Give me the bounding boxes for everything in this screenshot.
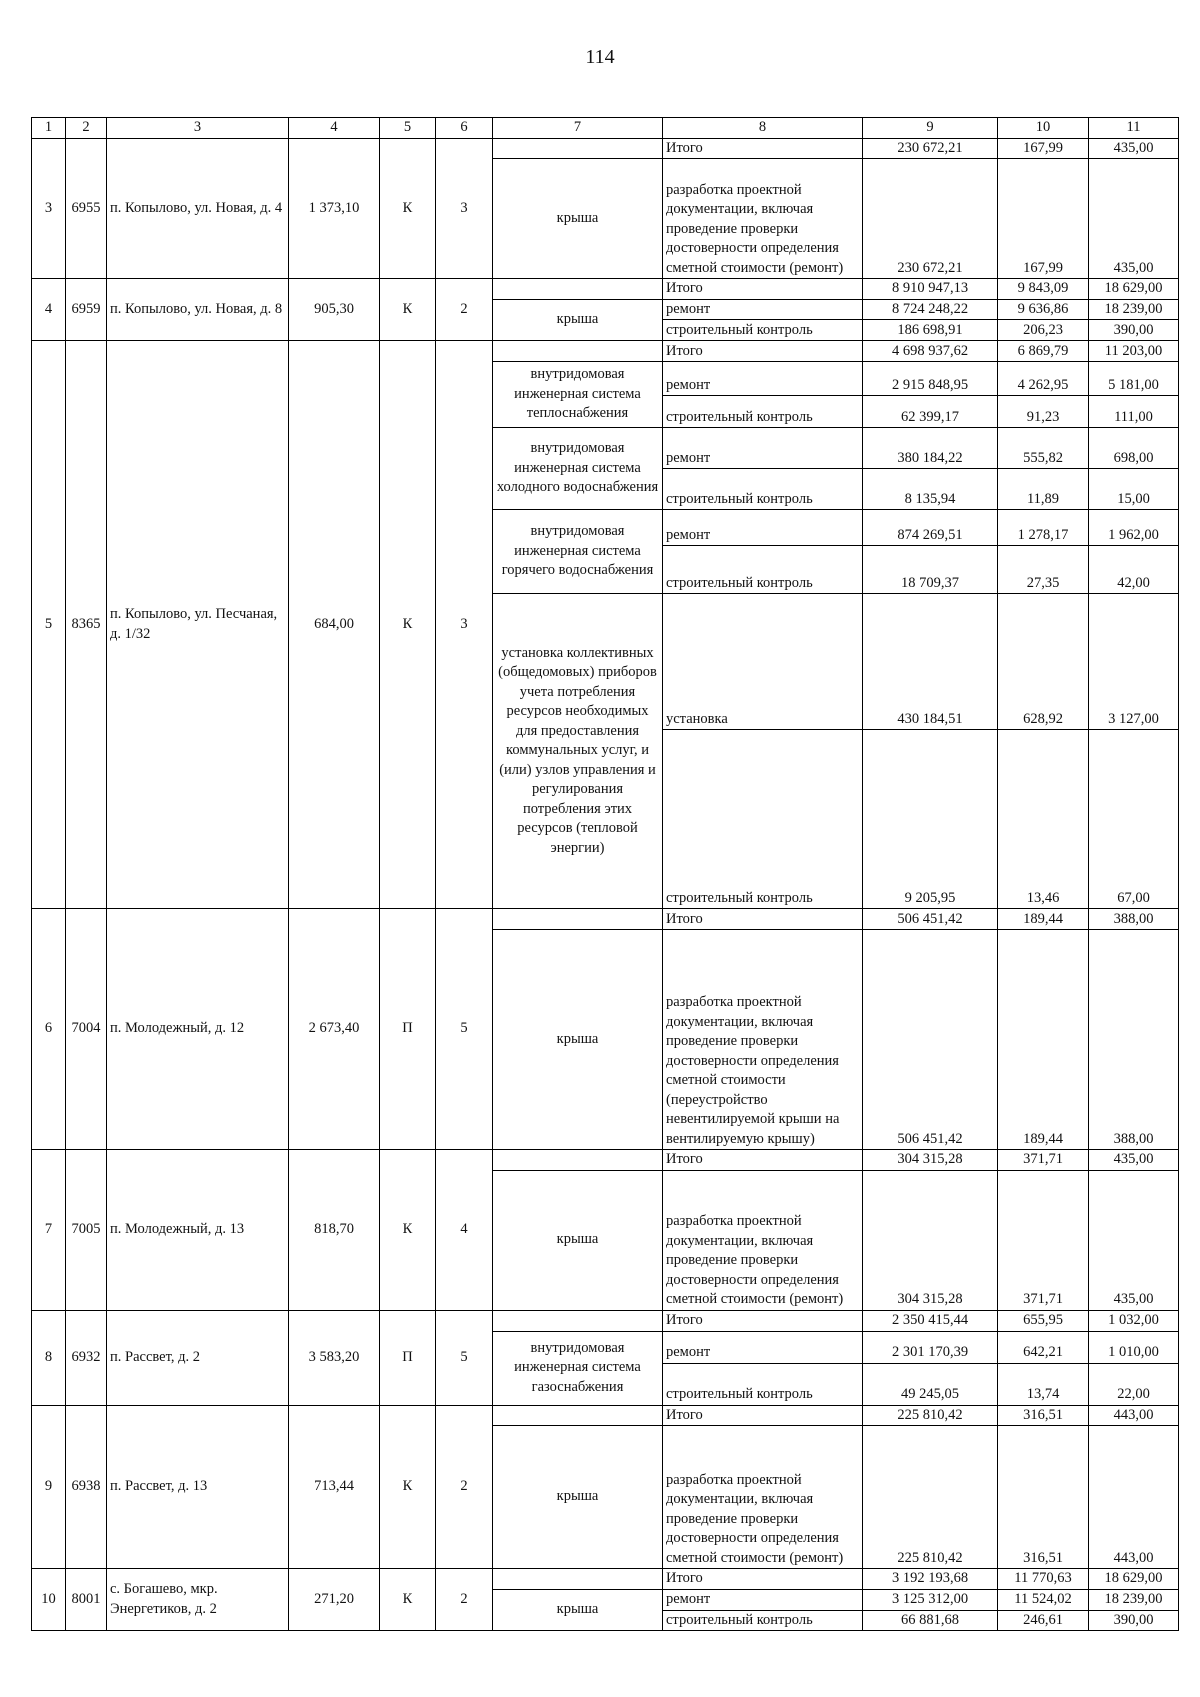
wall-material: К xyxy=(380,138,436,279)
building-area: 1 373,10 xyxy=(289,138,380,279)
column-number-10: 10 xyxy=(998,118,1089,139)
work-cost: 230 672,21 xyxy=(863,159,998,279)
total-unit-cost: 316,51 xyxy=(998,1405,1089,1426)
work-cost: 506 451,42 xyxy=(863,930,998,1150)
work-cost: 186 698,91 xyxy=(863,320,998,341)
row-number: 3 xyxy=(32,138,66,279)
work-unit-cost: 27,35 xyxy=(998,546,1089,594)
row-number: 6 xyxy=(32,909,66,1150)
work-unit-cost: 642,21 xyxy=(998,1331,1089,1363)
total-cost: 2 350 415,44 xyxy=(863,1310,998,1331)
row-number: 9 xyxy=(32,1405,66,1569)
work-unit-cost: 167,99 xyxy=(998,159,1089,279)
building-address: п. Копылово, ул. Новая, д. 4 xyxy=(107,138,289,279)
work-type-empty xyxy=(493,279,663,300)
building-code: 7005 xyxy=(66,1150,107,1311)
work-max-cost: 443,00 xyxy=(1089,1426,1179,1569)
work-type: крыша xyxy=(493,159,663,279)
building-area: 818,70 xyxy=(289,1150,380,1311)
column-number-3: 3 xyxy=(107,118,289,139)
total-max-cost: 11 203,00 xyxy=(1089,341,1179,362)
floor-count: 2 xyxy=(436,279,493,341)
work-max-cost: 388,00 xyxy=(1089,930,1179,1150)
column-number-9: 9 xyxy=(863,118,998,139)
work-cost: 380 184,22 xyxy=(863,428,998,469)
wall-material: К xyxy=(380,1405,436,1569)
work-unit-cost: 9 636,86 xyxy=(998,299,1089,320)
work-description: установка xyxy=(663,594,863,730)
work-max-cost: 698,00 xyxy=(1089,428,1179,469)
total-cost: 225 810,42 xyxy=(863,1405,998,1426)
work-unit-cost: 189,44 xyxy=(998,930,1089,1150)
work-type: крыша xyxy=(493,1589,663,1631)
work-unit-cost: 628,92 xyxy=(998,594,1089,730)
table-row xyxy=(32,341,1179,362)
total-max-cost: 443,00 xyxy=(1089,1405,1179,1426)
table-row xyxy=(32,1569,1179,1590)
work-description: строительный контроль xyxy=(663,469,863,510)
work-cost: 9 205,95 xyxy=(863,730,998,909)
work-description: ремонт xyxy=(663,1589,863,1610)
work-type-empty xyxy=(493,341,663,362)
work-max-cost: 1 010,00 xyxy=(1089,1331,1179,1363)
total-unit-cost: 189,44 xyxy=(998,909,1089,930)
building-code: 6932 xyxy=(66,1310,107,1405)
work-cost: 8 135,94 xyxy=(863,469,998,510)
building-address: п. Копылово, ул. Новая, д. 8 xyxy=(107,279,289,341)
page-number: 114 xyxy=(585,46,615,68)
total-max-cost: 18 629,00 xyxy=(1089,279,1179,300)
total-unit-cost: 6 869,79 xyxy=(998,341,1089,362)
repair-schedule-table xyxy=(31,117,1179,1631)
work-type: крыша xyxy=(493,299,663,341)
work-max-cost: 42,00 xyxy=(1089,546,1179,594)
work-max-cost: 18 239,00 xyxy=(1089,299,1179,320)
floor-count: 4 xyxy=(436,1150,493,1311)
building-address: п. Рассвет, д. 2 xyxy=(107,1310,289,1405)
work-unit-cost: 11 524,02 xyxy=(998,1589,1089,1610)
work-unit-cost: 1 278,17 xyxy=(998,510,1089,546)
work-description: разработка проектной документации, включая проведение проверки достоверности определения сметной стоимости (переустройство невентилируемой крыши на вентилируемую крышу) xyxy=(663,930,863,1150)
building-address: п. Копылово, ул. Песчаная, д. 1/32 xyxy=(107,341,289,909)
work-cost: 3 125 312,00 xyxy=(863,1589,998,1610)
work-description: строительный контроль xyxy=(663,396,863,428)
work-cost: 18 709,37 xyxy=(863,546,998,594)
floor-count: 2 xyxy=(436,1405,493,1569)
floor-count: 5 xyxy=(436,1310,493,1405)
table-row xyxy=(32,1310,1179,1331)
building-address: п. Рассвет, д. 13 xyxy=(107,1405,289,1569)
work-description: разработка проектной документации, включая проведение проверки достоверности определения сметной стоимости (ремонт) xyxy=(663,1426,863,1569)
building-area: 3 583,20 xyxy=(289,1310,380,1405)
total-label: Итого xyxy=(663,1310,863,1331)
work-max-cost: 390,00 xyxy=(1089,320,1179,341)
total-max-cost: 435,00 xyxy=(1089,138,1179,159)
work-max-cost: 111,00 xyxy=(1089,396,1179,428)
total-unit-cost: 167,99 xyxy=(998,138,1089,159)
work-unit-cost: 4 262,95 xyxy=(998,362,1089,396)
table-header xyxy=(32,118,1179,139)
building-address: п. Молодежный, д. 13 xyxy=(107,1150,289,1311)
work-type: внутридомовая инженерная система теплоснабжения xyxy=(493,362,663,428)
wall-material: К xyxy=(380,279,436,341)
total-cost: 3 192 193,68 xyxy=(863,1569,998,1590)
total-unit-cost: 371,71 xyxy=(998,1150,1089,1171)
work-unit-cost: 11,89 xyxy=(998,469,1089,510)
building-address: п. Молодежный, д. 12 xyxy=(107,909,289,1150)
building-address: с. Богашево, мкр. Энергетиков, д. 2 xyxy=(107,1569,289,1631)
building-code: 8001 xyxy=(66,1569,107,1631)
building-code: 6955 xyxy=(66,138,107,279)
work-cost: 304 315,28 xyxy=(863,1170,998,1310)
total-label: Итого xyxy=(663,279,863,300)
total-cost: 8 910 947,13 xyxy=(863,279,998,300)
column-number-8: 8 xyxy=(663,118,863,139)
total-unit-cost: 11 770,63 xyxy=(998,1569,1089,1590)
total-label: Итого xyxy=(663,909,863,930)
work-cost: 62 399,17 xyxy=(863,396,998,428)
column-number-7: 7 xyxy=(493,118,663,139)
wall-material: К xyxy=(380,1150,436,1311)
floor-count: 5 xyxy=(436,909,493,1150)
work-max-cost: 435,00 xyxy=(1089,159,1179,279)
table-row xyxy=(32,1150,1179,1171)
work-unit-cost: 206,23 xyxy=(998,320,1089,341)
work-type: крыша xyxy=(493,1426,663,1569)
total-max-cost: 388,00 xyxy=(1089,909,1179,930)
wall-material: П xyxy=(380,1310,436,1405)
work-max-cost: 22,00 xyxy=(1089,1363,1179,1405)
work-type: внутридомовая инженерная система газоснабжения xyxy=(493,1331,663,1405)
work-type-empty xyxy=(493,138,663,159)
total-unit-cost: 9 843,09 xyxy=(998,279,1089,300)
work-type-empty xyxy=(493,1569,663,1590)
work-cost: 66 881,68 xyxy=(863,1610,998,1631)
wall-material: К xyxy=(380,1569,436,1631)
total-cost: 4 698 937,62 xyxy=(863,341,998,362)
work-cost: 2 301 170,39 xyxy=(863,1331,998,1363)
work-description: ремонт xyxy=(663,299,863,320)
work-description: строительный контроль xyxy=(663,1363,863,1405)
work-max-cost: 1 962,00 xyxy=(1089,510,1179,546)
work-type: установка коллективных (общедомовых) приборов учета потребления ресурсов необходимых для предоставления коммунальных услуг, и (или) узлов управления и регулирования потребления этих ресурсов (тепловой энергии) xyxy=(493,594,663,909)
work-max-cost: 3 127,00 xyxy=(1089,594,1179,730)
building-area: 2 673,40 xyxy=(289,909,380,1150)
table-row xyxy=(32,279,1179,300)
column-number-5: 5 xyxy=(380,118,436,139)
total-label: Итого xyxy=(663,341,863,362)
work-description: ремонт xyxy=(663,510,863,546)
work-description: ремонт xyxy=(663,428,863,469)
column-number-4: 4 xyxy=(289,118,380,139)
work-unit-cost: 13,74 xyxy=(998,1363,1089,1405)
work-unit-cost: 246,61 xyxy=(998,1610,1089,1631)
work-max-cost: 15,00 xyxy=(1089,469,1179,510)
work-type-empty xyxy=(493,909,663,930)
work-cost: 49 245,05 xyxy=(863,1363,998,1405)
work-unit-cost: 371,71 xyxy=(998,1170,1089,1310)
building-code: 6959 xyxy=(66,279,107,341)
total-cost: 230 672,21 xyxy=(863,138,998,159)
work-max-cost: 67,00 xyxy=(1089,730,1179,909)
work-cost: 874 269,51 xyxy=(863,510,998,546)
total-label: Итого xyxy=(663,1569,863,1590)
work-cost: 430 184,51 xyxy=(863,594,998,730)
work-type-empty xyxy=(493,1310,663,1331)
wall-material: П xyxy=(380,909,436,1150)
work-description: разработка проектной документации, включая проведение проверки достоверности определения сметной стоимости (ремонт) xyxy=(663,159,863,279)
work-max-cost: 390,00 xyxy=(1089,1610,1179,1631)
work-type-empty xyxy=(493,1150,663,1171)
total-max-cost: 1 032,00 xyxy=(1089,1310,1179,1331)
table-row xyxy=(32,138,1179,159)
floor-count: 2 xyxy=(436,1569,493,1631)
column-number-1: 1 xyxy=(32,118,66,139)
work-description: строительный контроль xyxy=(663,546,863,594)
work-unit-cost: 13,46 xyxy=(998,730,1089,909)
total-label: Итого xyxy=(663,1405,863,1426)
work-max-cost: 5 181,00 xyxy=(1089,362,1179,396)
total-cost: 304 315,28 xyxy=(863,1150,998,1171)
work-type: внутридомовая инженерная система горячего водоснабжения xyxy=(493,510,663,594)
work-unit-cost: 316,51 xyxy=(998,1426,1089,1569)
floor-count: 3 xyxy=(436,341,493,909)
work-max-cost: 18 239,00 xyxy=(1089,1589,1179,1610)
column-number-2: 2 xyxy=(66,118,107,139)
column-number-11: 11 xyxy=(1089,118,1179,139)
work-type-empty xyxy=(493,1405,663,1426)
work-description: строительный контроль xyxy=(663,730,863,909)
row-number: 10 xyxy=(32,1569,66,1631)
work-cost: 225 810,42 xyxy=(863,1426,998,1569)
work-cost: 8 724 248,22 xyxy=(863,299,998,320)
work-unit-cost: 555,82 xyxy=(998,428,1089,469)
work-type: внутридомовая инженерная система холодного водоснабжения xyxy=(493,428,663,510)
building-area: 684,00 xyxy=(289,341,380,909)
total-max-cost: 18 629,00 xyxy=(1089,1569,1179,1590)
building-code: 8365 xyxy=(66,341,107,909)
work-description: строительный контроль xyxy=(663,320,863,341)
building-code: 6938 xyxy=(66,1405,107,1569)
row-number: 4 xyxy=(32,279,66,341)
wall-material: К xyxy=(380,341,436,909)
table-row xyxy=(32,909,1179,930)
work-description: строительный контроль xyxy=(663,1610,863,1631)
floor-count: 3 xyxy=(436,138,493,279)
building-code: 7004 xyxy=(66,909,107,1150)
work-description: разработка проектной документации, включая проведение проверки достоверности определения сметной стоимости (ремонт) xyxy=(663,1170,863,1310)
work-description: ремонт xyxy=(663,362,863,396)
work-unit-cost: 91,23 xyxy=(998,396,1089,428)
work-max-cost: 435,00 xyxy=(1089,1170,1179,1310)
total-max-cost: 435,00 xyxy=(1089,1150,1179,1171)
work-cost: 2 915 848,95 xyxy=(863,362,998,396)
work-type: крыша xyxy=(493,930,663,1150)
total-cost: 506 451,42 xyxy=(863,909,998,930)
row-number: 5 xyxy=(32,341,66,909)
row-number: 8 xyxy=(32,1310,66,1405)
work-type: крыша xyxy=(493,1170,663,1310)
work-description: ремонт xyxy=(663,1331,863,1363)
header-row xyxy=(32,118,1179,139)
row-number: 7 xyxy=(32,1150,66,1311)
total-unit-cost: 655,95 xyxy=(998,1310,1089,1331)
building-area: 713,44 xyxy=(289,1405,380,1569)
table-row xyxy=(32,1405,1179,1426)
column-number-6: 6 xyxy=(436,118,493,139)
building-area: 271,20 xyxy=(289,1569,380,1631)
building-area: 905,30 xyxy=(289,279,380,341)
total-label: Итого xyxy=(663,1150,863,1171)
total-label: Итого xyxy=(663,138,863,159)
table-body xyxy=(32,138,1179,1631)
